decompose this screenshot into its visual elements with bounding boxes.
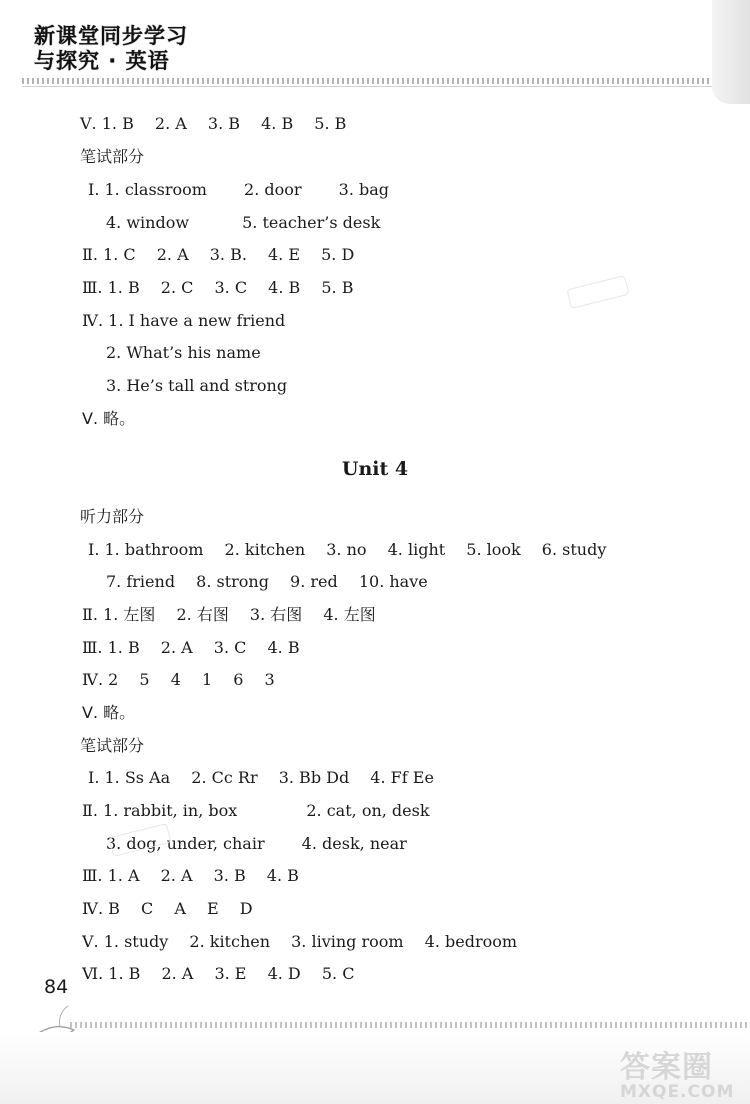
page-header <box>0 0 750 104</box>
answer-line: Ⅳ. B C A E D <box>82 899 253 918</box>
book-title-line-2: 与探究 · 英语 <box>34 49 170 73</box>
answer-line: Ⅵ. 1. B 2. A 3. E 4. D 5. C <box>82 964 355 983</box>
answer-line: 4. window 5. teacher’s desk <box>106 213 381 232</box>
faint-stamp-mark <box>566 275 629 309</box>
header-dotted-rule <box>22 78 722 84</box>
answer-line: Ⅰ. 1. Ss Aa 2. Cc Rr 3. Bb Dd 4. Ff Ee <box>88 768 434 787</box>
answer-line: Ⅲ. 1. A 2. A 3. B 4. B <box>82 866 299 885</box>
watermark-sub-text: MXQE.COM <box>620 1082 735 1102</box>
answer-line: 3. dog, under, chair 4. desk, near <box>106 834 407 853</box>
section-heading-listening: 听力部分 <box>80 507 145 526</box>
answer-line: Ⅰ. 1. bathroom 2. kitchen 3. no 4. light 5. look 6. study <box>88 540 607 559</box>
answer-line: Ⅰ. 1. classroom 2. door 3. bag <box>88 180 390 199</box>
answer-line: Ⅳ. 2 5 4 1 6 3 <box>82 670 275 689</box>
answer-line: 3. He’s tall and strong <box>106 376 288 395</box>
book-title-line-1: 新课堂同步学习 <box>34 24 188 48</box>
page-number: 84 <box>44 976 69 998</box>
answer-line: Ⅴ. 略。 <box>82 409 136 428</box>
answer-line: 2. What’s his name <box>106 343 261 362</box>
unit-title: Unit 4 <box>341 458 409 480</box>
section-heading-written: 笔试部分 <box>80 736 145 755</box>
header-corner-tab <box>712 0 750 104</box>
footer-dotted-rule <box>70 1022 750 1028</box>
header-thin-rule <box>22 86 722 87</box>
answer-line: Ⅱ. 1. 左图 2. 右图 3. 右图 4. 左图 <box>82 605 376 624</box>
answer-line: Ⅳ. 1. I have a new friend <box>82 311 286 330</box>
answer-line: Ⅴ. 略。 <box>82 703 136 722</box>
answer-line: 7. friend 8. strong 9. red 10. have <box>106 572 428 591</box>
answer-line: Ⅱ. 1. rabbit, in, box 2. cat, on, desk <box>82 801 430 820</box>
answer-line: Ⅲ. 1. B 2. A 3. C 4. B <box>82 638 300 657</box>
site-watermark-logo <box>620 1052 746 1100</box>
answer-line: Ⅴ. 1. B 2. A 3. B 4. B 5. B <box>80 114 347 133</box>
answer-line: Ⅱ. 1. C 2. A 3. B. 4. E 5. D <box>82 245 355 264</box>
watermark-main-text: 答案圈 <box>620 1050 713 1085</box>
answer-line: Ⅲ. 1. B 2. C 3. C 4. B 5. B <box>82 278 354 297</box>
answer-line: Ⅴ. 1. study 2. kitchen 3. living room 4. bedroom <box>82 932 518 951</box>
section-heading-written: 笔试部分 <box>80 147 145 166</box>
